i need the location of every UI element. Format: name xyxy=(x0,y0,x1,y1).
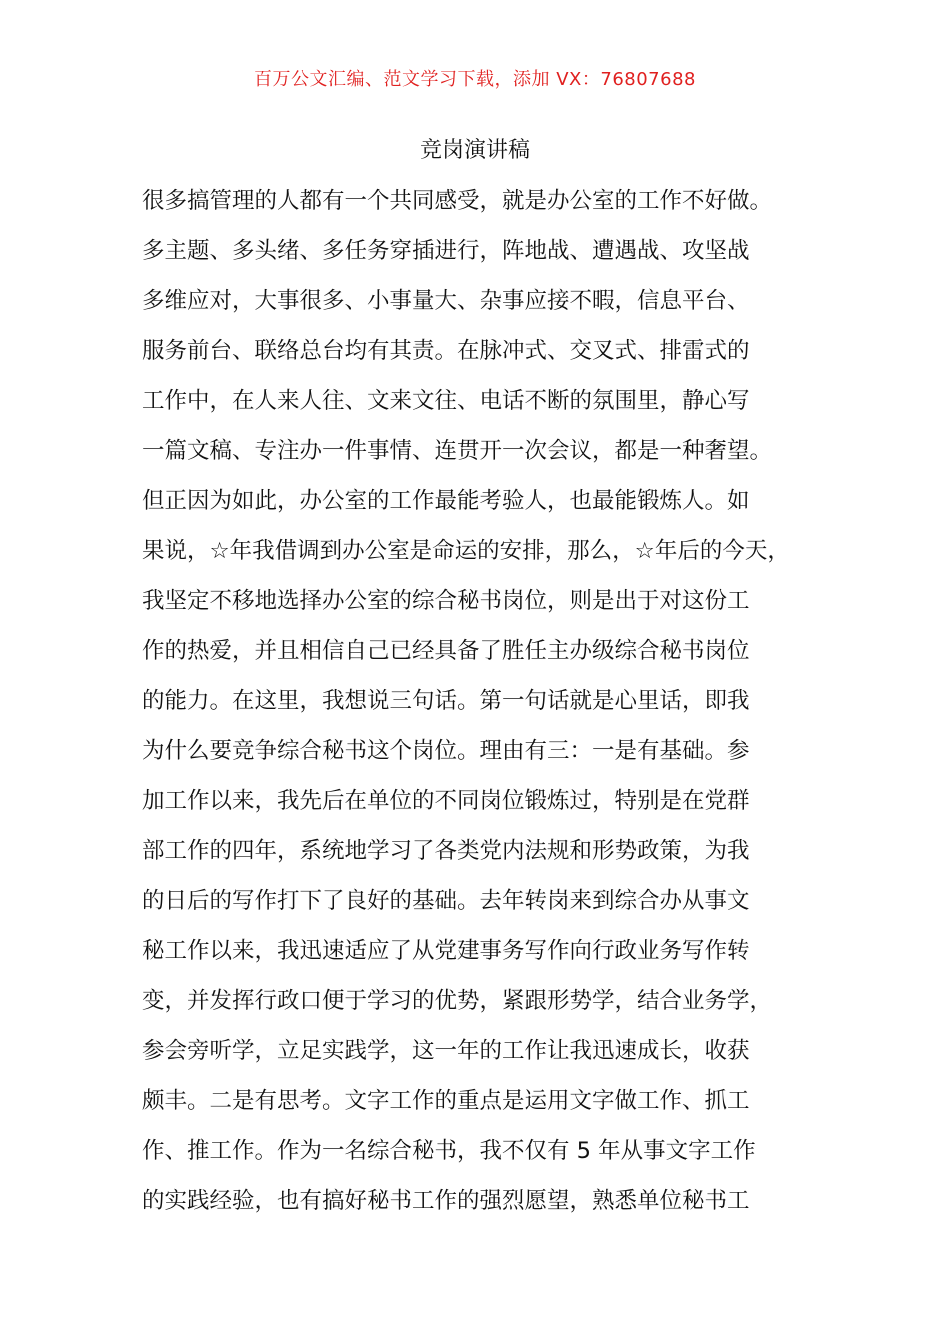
body-line: 的能力。在这里，我想说三句话。第一句话就是心里话，即我 xyxy=(142,688,750,714)
body-line: 服务前台、联络总台均有其责。在脉冲式、交叉式、排雷式的 xyxy=(142,338,750,364)
body-line: 多主题、多头绪、多任务穿插进行，阵地战、遭遇战、攻坚战 xyxy=(142,238,750,264)
body-line: 很多搞管理的人都有一个共同感受，就是办公室的工作不好做。 xyxy=(142,188,773,214)
body-line: 但正因为如此，办公室的工作最能考验人，也最能锻炼人。如 xyxy=(142,488,750,514)
body-line: 多维应对，大事很多、小事量大、杂事应接不暇，信息平台、 xyxy=(142,288,750,314)
body-line: 变，并发挥行政口便于学习的优势，紧跟形势学，结合业务学， xyxy=(142,988,773,1014)
body-line: 我坚定不移地选择办公室的综合秘书岗位，则是出于对这份工 xyxy=(142,588,750,614)
body-line: 的实践经验，也有搞好秘书工作的强烈愿望，熟悉单位秘书工 xyxy=(142,1188,750,1214)
body-line: 一篇文稿、专注办一件事情、连贯开一次会议，都是一种奢望。 xyxy=(142,438,773,464)
body-line: 加工作以来，我先后在单位的不同岗位锻炼过，特别是在党群 xyxy=(142,788,750,814)
header-watermark-note: 百万公文汇编、范文学习下载，添加 VX：76807688 xyxy=(254,69,696,90)
document-body xyxy=(142,184,842,1234)
body-line: 秘工作以来，我迅速适应了从党建事务写作向行政业务写作转 xyxy=(142,938,750,964)
body-line: 为什么要竞争综合秘书这个岗位。理由有三：一是有基础。参 xyxy=(142,738,750,764)
body-line: 参会旁听学，立足实践学，这一年的工作让我迅速成长，收获 xyxy=(142,1038,750,1064)
document-title: 竞岗演讲稿 xyxy=(419,138,530,163)
body-line: 作、推工作。作为一名综合秘书，我不仅有 5 年从事文字工作 xyxy=(142,1138,756,1164)
body-line: 颇丰。二是有思考。文字工作的重点是运用文字做工作、抓工 xyxy=(142,1088,750,1114)
body-line: 作的热爱，并且相信自己已经具备了胜任主办级综合秘书岗位 xyxy=(142,638,750,664)
body-line: 部工作的四年，系统地学习了各类党内法规和形势政策，为我 xyxy=(142,838,750,864)
body-line: 工作中，在人来人往、文来文往、电话不断的氛围里，静心写 xyxy=(142,388,750,414)
body-line: 果说，☆年我借调到办公室是命运的安排，那么，☆年后的今天， xyxy=(142,538,790,564)
body-line: 的日后的写作打下了良好的基础。去年转岗来到综合办从事文 xyxy=(142,888,750,914)
